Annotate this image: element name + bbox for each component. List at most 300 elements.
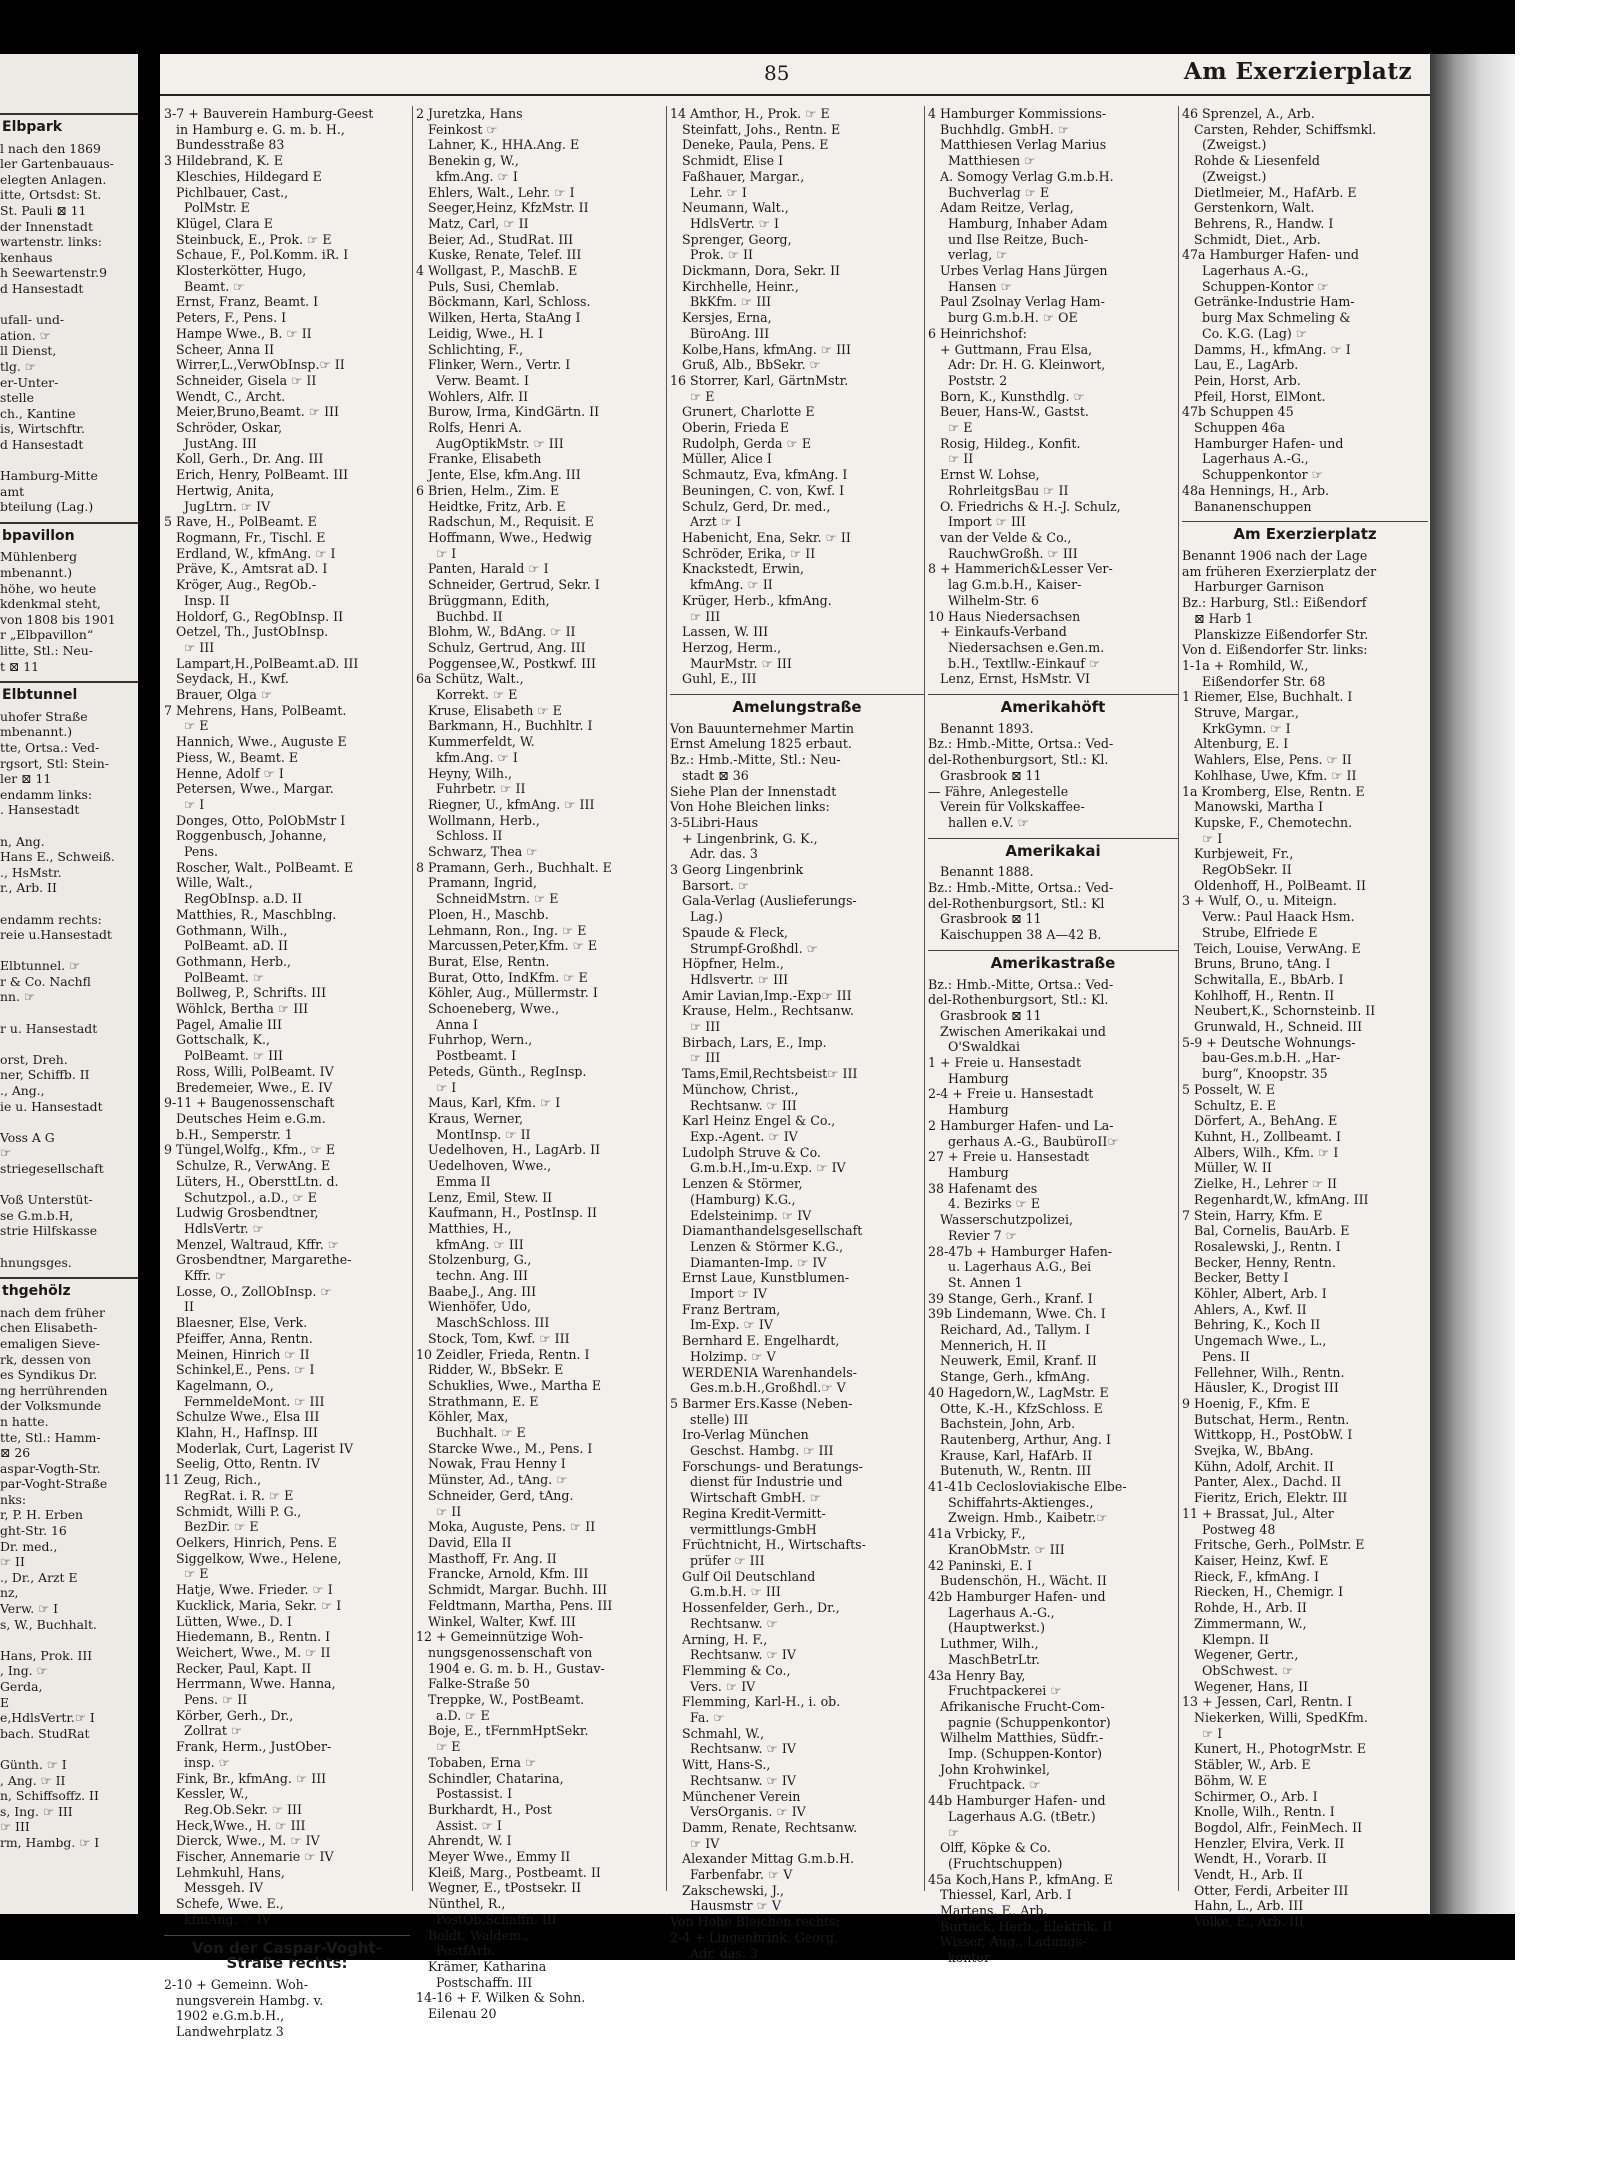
- entry-line: Butenuth, W., Rentn. III: [928, 1463, 1092, 1479]
- entry-line: 1902 e.G.m.b.H.,: [164, 2008, 285, 2024]
- entry-line: Pens.: [164, 844, 218, 860]
- entry-line: Marcussen,Peter,Kfm. ☞ E: [416, 938, 598, 954]
- entry-line: Feldtmann, Martha, Pens. III: [416, 1597, 613, 1613]
- entry-line: ler ⊠ 11: [0, 771, 52, 787]
- entry-line: Ludwig Grosbendtner,: [164, 1205, 319, 1221]
- entry-line: emaligen Sieve-: [0, 1335, 100, 1351]
- entry-line: Meinen, Hinrich ☞ II: [164, 1346, 310, 1362]
- entry-line: Niekerken, Willi, SpedKfm.: [1182, 1710, 1368, 1726]
- entry-line: aspar-Vogth-Str.: [0, 1460, 101, 1476]
- entry-line: Knackstedt, Erwin,: [670, 561, 804, 577]
- entry-line: Piess, W., Beamt. E: [164, 749, 299, 765]
- entry-line: Feinkost ☞: [416, 121, 498, 137]
- entry-line: chen Elisabeth-: [0, 1320, 98, 1336]
- entry-line: Deutsches Heim e.G.m.: [164, 1111, 326, 1126]
- entry-line: Alexander Mittag G.m.b.H.: [670, 1851, 855, 1867]
- entry-line: Höpfner, Helm.,: [670, 956, 784, 972]
- entry-line: Gulf Oil Deutschland: [670, 1568, 816, 1584]
- entry-line: ll Dienst,: [0, 343, 57, 359]
- entry-line: Pens. ☞ II: [164, 1692, 248, 1708]
- entry-line: ☞ III: [670, 608, 721, 624]
- entry-line: Wilhelm Matthies, Südfr.-: [928, 1730, 1104, 1746]
- entry-line: Fink, Br., kfmAng. ☞ III: [164, 1770, 327, 1786]
- entry-line: Seelig, Otto, Rentn. IV: [164, 1456, 320, 1472]
- entry-line: Menzel, Waltraud, Kffr. ☞: [164, 1236, 340, 1252]
- entry-line: Kraus, Werner,: [416, 1111, 524, 1126]
- entry-line: Hannich, Wwe., Auguste E: [164, 734, 347, 750]
- entry-line: Imp. (Schuppen-Kontor): [928, 1746, 1103, 1762]
- entry-line: HdlsVertr. ☞ I: [670, 215, 779, 231]
- entry-line: Stolzenburg, G.,: [416, 1252, 532, 1268]
- entry-line: 3 + Wulf, O., u. Miteign.: [1182, 893, 1337, 909]
- entry-line: Uedelhoven, Wwe.,: [416, 1158, 552, 1174]
- entry-line: Landwehrplatz 3: [164, 2024, 284, 2040]
- entry-line: 44b Hamburger Hafen- und: [928, 1793, 1106, 1809]
- entry-line: 41a Vrbicky, F.,: [928, 1526, 1026, 1542]
- entry-line: 14-16 + F. Wilken & Sohn.: [416, 1990, 586, 2006]
- entry-line: Kunert, H., PhotogrMstr. E: [1182, 1741, 1367, 1757]
- entry-line: Deneke, Paula, Pens. E: [670, 137, 829, 153]
- entry-line: Rechtsanw. ☞ IV: [670, 1741, 796, 1757]
- entry-line: 39 Stange, Gerh., Kranf. I: [928, 1290, 1093, 1306]
- entry-line: Butschat, Herm., Rentn.: [1182, 1411, 1350, 1427]
- entry-line: JugLtrn. ☞ IV: [164, 498, 271, 514]
- entry-line: Strathmann, E. E: [416, 1393, 539, 1409]
- entry-line: Lenz, Emil, Stew. II: [416, 1189, 553, 1205]
- entry-line: 10 Zeidler, Frieda, Rentn. I: [416, 1346, 590, 1362]
- entry-line: Lag.): [670, 909, 723, 925]
- entry-line: Wegner, E., tPostsekr. II: [416, 1880, 582, 1896]
- entry-line: Völke, E., Arb. III: [1182, 1914, 1304, 1930]
- entry-line: rm, Hambg. ☞ I: [0, 1834, 100, 1850]
- entry-line: (Zweigst.): [1182, 168, 1267, 184]
- entry-line: [0, 943, 138, 959]
- entry-line: BezDir. ☞ E: [164, 1519, 259, 1535]
- entry-line: wartenstr. links:: [0, 234, 102, 250]
- entry-line: II: [164, 1299, 194, 1315]
- entry-line: Bollweg, P., Schrifts. III: [164, 985, 327, 1001]
- entry-line: Häusler, K., Drogist III: [1182, 1380, 1339, 1396]
- entry-line: Reg.Ob.Sekr. ☞ III: [164, 1801, 302, 1817]
- entry-line: nks:: [0, 1491, 27, 1507]
- entry-line: Zimmermann, W.,: [1182, 1615, 1307, 1631]
- entry-line: Erdland, W., kfmAng. ☞ I: [164, 545, 336, 561]
- entry-line: Paul Zsolnay Verlag Ham-: [928, 294, 1105, 310]
- entry-line: Kaufmann, H., PostInsp. II: [416, 1205, 598, 1221]
- entry-line: Brauer, Olga ☞: [164, 687, 273, 703]
- entry-line: Wittkopp, H., PostObW. I: [1182, 1427, 1353, 1443]
- entry-line: Behrens, R., Handw. I: [1182, 215, 1334, 231]
- entry-line: Wilhelm-Str. 6: [928, 592, 1039, 608]
- entry-line: Steinfatt, Johs., Rentn. E: [670, 121, 841, 137]
- entry-line: ⊠ Harb 1: [1182, 610, 1254, 626]
- entry-line: Hausmstr ☞ V: [670, 1898, 781, 1914]
- entry-line: Rechtsanw. ☞ IV: [670, 1772, 796, 1788]
- entry-line: RegRat. i. R. ☞ E: [164, 1487, 294, 1503]
- entry-line: Grosbendtner, Margarethe-: [164, 1252, 352, 1268]
- entry-line: Buchverlag ☞ E: [928, 184, 1050, 200]
- entry-line: Früchtnicht, H., Wirtschafts-: [670, 1537, 866, 1553]
- entry-line: 16 Storrer, Karl, GärtnMstr.: [670, 372, 849, 388]
- entry-line: Wegener, Hans, II: [1182, 1678, 1309, 1694]
- entry-line: ng herrührenden: [0, 1382, 108, 1398]
- entry-line: Pichlbauer, Cast.,: [164, 184, 289, 200]
- entry-line: 28-47b + Hamburger Hafen-: [928, 1243, 1113, 1259]
- entry-line: Reichard, Ad., Tallym. I: [928, 1322, 1090, 1338]
- entry-line: Gerstenkorn, Walt.: [1182, 200, 1315, 216]
- entry-line: es Syndikus Dr.: [0, 1367, 98, 1383]
- entry-line: dienst für Industrie und: [670, 1474, 843, 1490]
- entry-line: Schmautz, Eva, kfmAng. I: [670, 467, 848, 483]
- entry-line: ufall- und-: [0, 312, 65, 328]
- entry-line: Wendt, H., Vorarb. II: [1182, 1851, 1327, 1867]
- entry-line: 3 Georg Lingenbrink: [670, 862, 804, 878]
- entry-line: Altenburg, E. I: [1182, 736, 1289, 752]
- entry-line: Hamburg: [928, 1165, 1009, 1180]
- entry-line: Grasbrook ⊠ 11: [928, 911, 1042, 927]
- entry-line: ☞ E: [416, 1739, 461, 1755]
- entry-line: tte, Stl.: Hamm-: [0, 1429, 101, 1445]
- entry-line: 6 Heinrichshof:: [928, 325, 1027, 341]
- entry-line: ☞ E: [164, 718, 209, 734]
- entry-line: r „Elbpavillon“: [0, 627, 94, 643]
- entry-line: Radschun, M., Requisit. E: [416, 514, 594, 530]
- entry-line: Pens. II: [1182, 1348, 1250, 1364]
- entry-line: [0, 1114, 138, 1130]
- entry-line: E: [0, 1694, 10, 1710]
- entry-line: Strumpf-Großhdl. ☞: [670, 940, 818, 956]
- entry-line: Behring, K., Koch II: [1182, 1317, 1321, 1333]
- entry-line: 39b Lindemann, Wwe. Ch. I: [928, 1306, 1106, 1322]
- entry-line: ch., Kantine: [0, 405, 76, 421]
- entry-line: Fritsche, Gerh., PolMstr. E: [1182, 1537, 1365, 1553]
- entry-line: vermittlungs-GmbH: [670, 1521, 817, 1537]
- entry-line: Budenschön, H., Wächt. II: [928, 1573, 1107, 1589]
- entry-line: KrkGymn. ☞ I: [1182, 720, 1291, 736]
- entry-line: Schuppenkontor ☞: [1182, 467, 1323, 483]
- entry-line: Lagerhaus A.-G.,: [1182, 451, 1309, 467]
- entry-line: 2 Juretzka, Hans: [416, 106, 523, 121]
- entry-line: Planskizze Eißendorfer Str.: [1182, 626, 1369, 642]
- entry-line: Starcke Wwe., M., Pens. I: [416, 1440, 593, 1456]
- entry-line: [0, 297, 138, 313]
- entry-line: lag G.m.b.H., Kaiser-: [928, 577, 1082, 593]
- entry-line: in Hamburg e. G. m. b. H.,: [164, 121, 345, 137]
- entry-line: Iro-Verlag München: [670, 1427, 809, 1443]
- entry-line: kenhaus: [0, 249, 53, 265]
- directory-page: [160, 54, 1430, 2040]
- entry-line: St. Pauli ⊠ 11: [0, 202, 87, 218]
- entry-line: ☞: [0, 1145, 12, 1161]
- entry-line: Schmidt, Willi P. G.,: [164, 1503, 302, 1519]
- entry-line: Schneider, Gerd, tAng.: [416, 1487, 574, 1503]
- entry-line: Eißendorfer Str. 68: [1182, 673, 1326, 689]
- entry-line: [0, 1239, 138, 1255]
- entry-line: tte, Ortsa.: Ved-: [0, 739, 100, 755]
- entry-line: Leidig, Wwe., H. I: [416, 325, 544, 341]
- entry-line: Damm, Renate, Rechtsanw.: [670, 1819, 858, 1835]
- entry-line: Ernst W. Lohse,: [928, 467, 1040, 483]
- entry-line: Losse, O., ZollObInsp. ☞: [164, 1283, 332, 1299]
- entry-line: Amir Lavian,Imp.-Exp☞ III: [670, 987, 852, 1003]
- entry-line: ation. ☞: [0, 327, 51, 343]
- entry-line: Pagel, Amalie III: [164, 1016, 282, 1032]
- entry-line: Ploen, H., Maschb.: [416, 906, 549, 922]
- entry-line: 2-4 + Lingenbrink, Georg,: [670, 1929, 839, 1945]
- entry-line: Wirtschaft GmbH. ☞: [670, 1490, 822, 1506]
- entry-line: Wegener, Gertr.,: [1182, 1647, 1299, 1663]
- entry-line: Neubert,K., Schornsteinb. II: [1182, 1003, 1376, 1019]
- entry-line: Steinbuck, E., Prok. ☞ E: [164, 231, 332, 247]
- entry-line: Schmahl, W.,: [670, 1725, 765, 1741]
- entry-line: 40 Hagedorn,W., LagMstr. E: [928, 1384, 1109, 1400]
- entry-line: MontInsp. ☞ II: [416, 1126, 531, 1142]
- entry-line: Seydack, H., Kwf.: [164, 671, 289, 687]
- entry-line: Vers. ☞ IV: [670, 1678, 756, 1694]
- entry-line: Lehmkuhl, Hans,: [164, 1864, 285, 1880]
- entry-line: van der Velde & Co.,: [928, 529, 1072, 545]
- entry-line: [0, 1177, 138, 1193]
- entry-line: der Innenstadt: [0, 218, 93, 234]
- entry-line: 7 Mehrens, Hans, PolBeamt.: [164, 702, 347, 718]
- entry-line: Kohlhoff, H., Rentn. II: [1182, 987, 1335, 1003]
- entry-line: 5 Posselt, W. E: [1182, 1081, 1275, 1097]
- entry-line: ☞ III: [670, 1050, 721, 1066]
- entry-line: ☞ I: [1182, 1725, 1223, 1741]
- entry-line: Revier 7 ☞: [928, 1227, 1017, 1243]
- entry-line: 47b Schuppen 45: [1182, 404, 1294, 420]
- entry-line: d Hansestadt: [0, 436, 84, 452]
- entry-line: stadt ⊠ 36: [670, 767, 749, 783]
- entry-line: Brüggmann, Edith,: [416, 592, 550, 608]
- entry-line: techn. Ang. III: [416, 1268, 529, 1284]
- entry-line: Emma II: [416, 1173, 491, 1189]
- entry-line: Panter, Alex., Dachd. II: [1182, 1474, 1342, 1490]
- entry-line: Voß Unterstüt-: [0, 1192, 93, 1208]
- entry-line: Schulz, Gerd, Dr. med.,: [670, 498, 831, 514]
- entry-line: St. Annen 1: [928, 1274, 1023, 1290]
- entry-line: Krüger, Herb., kfmAng.: [670, 592, 832, 608]
- entry-line: 13 + Jessen, Carl, Rentn. I: [1182, 1694, 1352, 1710]
- entry-line: Schloss. II: [416, 828, 503, 844]
- entry-line: Niedersachsen e.Gen.m.: [928, 639, 1105, 655]
- entry-line: Habenicht, Ena, Sekr. ☞ II: [670, 529, 851, 545]
- entry-line: Verein für Volkskaffee-: [928, 799, 1085, 815]
- entry-line: David, Ella II: [416, 1534, 512, 1550]
- entry-line: nz,: [0, 1585, 19, 1601]
- entry-line: Siggelkow, Wwe., Helene,: [164, 1550, 342, 1566]
- entry-line: 2-4 + Freie u. Hansestadt: [928, 1086, 1094, 1102]
- entry-line: ☞ E: [670, 388, 715, 404]
- entry-line: tlg. ☞: [0, 358, 36, 374]
- entry-line: Köhler, Albert, Arb. I: [1182, 1286, 1327, 1302]
- entry-line: Bz.: Hmb.-Mitte, Ortsa.: Ved-: [928, 976, 1114, 992]
- entry-line: Heck,Wwe., H. ☞ III: [164, 1817, 306, 1833]
- entry-line: RegObSekr. II: [1182, 862, 1292, 878]
- entry-line: 5-9 + Deutsche Wohnungs-: [1182, 1034, 1356, 1050]
- entry-line: O'Swaldkai: [928, 1039, 1020, 1055]
- entry-line: 6a Schütz, Walt.,: [416, 671, 524, 687]
- entry-line: u. Lagerhaus A.G., Bei: [928, 1259, 1092, 1275]
- street-heading: Elbtunnel: [0, 681, 138, 704]
- entry-line: ☞ III: [670, 1019, 721, 1035]
- entry-line: höhe, wo heute: [0, 580, 97, 596]
- entry-line: Olff, Köpke & Co.: [928, 1840, 1051, 1856]
- entry-line: Köhler, Max,: [416, 1409, 509, 1425]
- entry-line: orst, Dreh.: [0, 1051, 68, 1067]
- entry-line: Fruchtpackerei ☞: [928, 1683, 1062, 1699]
- entry-line: gerhaus A.-G., BaubüroII☞: [928, 1133, 1119, 1149]
- entry-line: Matz, Carl, ☞ II: [416, 215, 529, 231]
- column-1: [164, 106, 410, 2040]
- entry-line: Knolle, Wilh., Rentn. I: [1182, 1804, 1335, 1820]
- entry-line: Ahlers, A., Kwf. II: [1182, 1301, 1307, 1317]
- entry-line: Witt, Hans-S.,: [670, 1757, 771, 1773]
- entry-line: se G.m.b.H,: [0, 1207, 74, 1223]
- entry-line: PolMstr. E: [164, 200, 250, 216]
- entry-line: Rechtsanw. ☞ IV: [670, 1647, 796, 1663]
- entry-line: PostfArb.: [416, 1943, 495, 1959]
- entry-line: Bz.: Hmb.-Mitte, Ortsa.: Ved-: [928, 880, 1114, 896]
- entry-line: Schiffahrts-Aktienges.,: [928, 1494, 1094, 1510]
- entry-line: endamm rechts:: [0, 911, 102, 927]
- entry-line: Martens, F., Arb.: [928, 1903, 1048, 1919]
- entry-line: Schneider, Gisela ☞ II: [164, 372, 317, 388]
- entry-line: Stäbler, W., Arb. E: [1182, 1757, 1311, 1773]
- entry-line: endamm links:: [0, 786, 93, 802]
- entry-line: Pfeiffer, Anna, Rentn.: [164, 1330, 313, 1346]
- entry-line: Mühlenberg: [0, 549, 78, 565]
- entry-line: Messgeh. IV: [164, 1880, 263, 1896]
- entry-line: r, P. H. Erben: [0, 1507, 84, 1523]
- entry-line: Wollmann, Herb.,: [416, 812, 540, 828]
- entry-line: Bredemeier, Wwe., E. IV: [164, 1079, 333, 1095]
- entry-line: [0, 818, 138, 834]
- entry-line: del-Rothenburgsort, Stl.: Kl.: [928, 992, 1109, 1008]
- entry-line: Verw.: Paul Haack Hsm.: [1182, 909, 1355, 925]
- entry-line: Nünthel, R.,: [416, 1896, 506, 1912]
- entry-line: par-Voght-Straße: [0, 1476, 108, 1492]
- entry-line: Hamburg, Inhaber Adam: [928, 215, 1108, 231]
- entry-line: Neumann, Walt.,: [670, 200, 789, 216]
- entry-line: Meyer Wwe., Emmy II: [416, 1849, 571, 1865]
- entry-line: Matthiesen Verlag Marius: [928, 137, 1107, 153]
- entry-line: Roggenbusch, Johanne,: [164, 828, 327, 844]
- entry-line: Holzimp. ☞ V: [670, 1348, 776, 1364]
- entry-line: Schuppen-Kontor ☞: [1182, 278, 1329, 294]
- entry-line: PolBeamt. aD. II: [164, 938, 288, 954]
- entry-line: Albers, Wilh., Kfm. ☞ I: [1182, 1144, 1339, 1160]
- entry-line: Herrmann, Wwe. Hanna,: [164, 1676, 336, 1692]
- entry-line: Recker, Paul, Kapt. II: [164, 1660, 312, 1676]
- entry-line: Frank, Herm., JustOber-: [164, 1739, 332, 1755]
- entry-line: Hans E., Schweiß.: [0, 849, 115, 865]
- entry-line: 2-10 + Gemeinn. Woh-: [164, 1976, 309, 1992]
- column-4: [928, 106, 1178, 1966]
- entry-line: Zweign. Hmb., Kaibetr.☞: [928, 1510, 1108, 1526]
- entry-line: Korrekt. ☞ E: [416, 687, 518, 703]
- entry-line: Burow, Irma, KindGärtn. II: [416, 404, 600, 420]
- entry-line: Carsten, Rehder, Schiffsmkl.: [1182, 121, 1377, 137]
- entry-line: Adr: Dr. H. G. Kleinwort,: [928, 357, 1106, 373]
- entry-line: Ernst, Franz, Beamt. I: [164, 294, 319, 310]
- entry-line: Schutzpol., a.D., ☞ E: [164, 1189, 317, 1205]
- entry-line: r., Arb. II: [0, 880, 57, 896]
- entry-line: + Guttmann, Frau Elsa,: [928, 341, 1093, 357]
- entry-line: ⊠ 26: [0, 1445, 31, 1461]
- entry-line: [0, 896, 138, 912]
- entry-line: Günth. ☞ I: [0, 1756, 67, 1772]
- entry-line: Ernst Amelung 1825 erbaut.: [670, 736, 852, 752]
- entry-line: ☞ E: [928, 420, 973, 436]
- entry-line: Damms, H., kfmAng. ☞ I: [1182, 341, 1351, 357]
- entry-line: MaurMstr. ☞ III: [670, 655, 792, 671]
- entry-line: 14 Amthor, H., Prok. ☞ E: [670, 106, 830, 121]
- entry-line: Diamanten-Imp. ☞ IV: [670, 1254, 827, 1270]
- entry-line: Teich, Louise, VerwAng. E: [1182, 940, 1361, 956]
- entry-line: Schultz, E. E: [1182, 1097, 1277, 1113]
- entry-line: Masthoff, Fr. Ang. II: [416, 1550, 557, 1566]
- entry-line: Flemming, Karl-H., i. ob.: [670, 1694, 841, 1710]
- entry-line: Erich, Henry, PolBeamt. III: [164, 467, 349, 483]
- entry-line: Fieritz, Erich, Elektr. III: [1182, 1490, 1348, 1506]
- entry-line: Hertwig, Anita,: [164, 482, 275, 498]
- entry-line: is, Wirtschftr.: [0, 421, 85, 437]
- entry-line: A. Somogy Verlag G.m.b.H.: [928, 168, 1114, 184]
- entry-line: stelle) III: [670, 1411, 749, 1427]
- entry-line: Sprenger, Georg,: [670, 231, 792, 247]
- entry-line: MaschBetrLtr.: [928, 1651, 1040, 1667]
- entry-line: Ridder, W., BbSekr. E: [416, 1362, 564, 1378]
- entry-line: Henne, Adolf ☞ I: [164, 765, 284, 781]
- entry-line: 8 + Hammerich&Lesser Ver-: [928, 561, 1113, 577]
- entry-line: Blohm, W., BdAng. ☞ II: [416, 624, 576, 640]
- entry-line: BüroAng. III: [670, 325, 770, 341]
- column-divider: [666, 106, 667, 1891]
- entry-line: Falke-Straße 50: [416, 1676, 530, 1692]
- entry-line: 47a Hamburger Hafen- und: [1182, 247, 1359, 263]
- entry-line: Fa. ☞: [670, 1710, 725, 1726]
- entry-line: bau-Ges.m.b.H. „Har-: [1182, 1050, 1341, 1066]
- entry-line: Hamburg: [928, 1070, 1009, 1086]
- entry-line: Kuske, Renate, Telef. III: [416, 247, 582, 263]
- entry-line: Harburger Garnison: [1182, 579, 1325, 595]
- entry-line: (Fruchtschuppen): [928, 1855, 1063, 1871]
- entry-line: Rosig, Hildeg., Konfit.: [928, 435, 1081, 451]
- entry-line: RegObInsp. a.D. II: [164, 891, 303, 907]
- entry-line: er-Unter-: [0, 374, 59, 390]
- entry-line: (Hamburg) K.G.,: [670, 1191, 796, 1207]
- entry-line: 45a Koch,Hans P., kfmAng. E: [928, 1871, 1114, 1887]
- entry-line: Burat, Otto, IndKfm. ☞ E: [416, 969, 588, 985]
- entry-line: Schwitalla, E., BbArb. I: [1182, 971, 1344, 987]
- entry-line: Matthiesen ☞: [928, 153, 1036, 169]
- entry-line: Barkmann, H., Buchhltr. I: [416, 718, 593, 734]
- entry-line: Krause, Karl, HafArb. II: [928, 1447, 1093, 1463]
- entry-line: Getränke-Industrie Ham-: [1182, 294, 1355, 310]
- entry-line: Forschungs- und Beratungs-: [670, 1458, 863, 1474]
- entry-line: Fellehner, Wilh., Rentn.: [1182, 1364, 1345, 1380]
- entry-line: 9 Tüngel,Wolfg., Kfm., ☞ E: [164, 1142, 336, 1158]
- entry-line: Bal, Cornelis, BauArb. E: [1182, 1223, 1350, 1239]
- street-heading: Von der Caspar-Voght-Straße rechts:: [164, 1935, 410, 1972]
- entry-line: burg G.m.b.H. ☞ OE: [928, 310, 1078, 326]
- entry-line: Wisser, Aug., Ladungs-: [928, 1934, 1086, 1950]
- left-page-text: [0, 106, 138, 1851]
- entry-line: Treppke, W., PostBeamt.: [416, 1692, 585, 1708]
- entry-line: Rudolph, Gerda ☞ E: [670, 435, 812, 451]
- entry-line: ☞ I: [416, 1079, 457, 1095]
